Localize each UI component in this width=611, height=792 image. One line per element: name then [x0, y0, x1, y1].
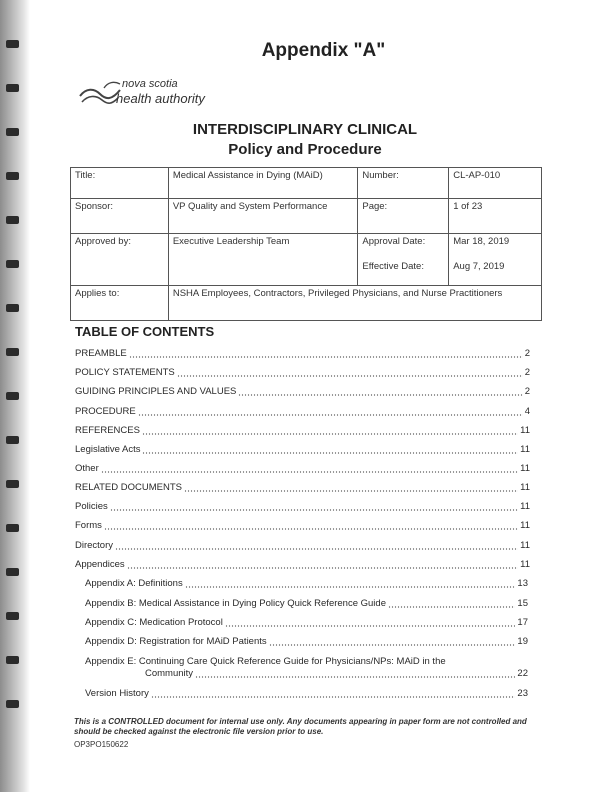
title-value: Medical Assistance in Dying (MAiD) [168, 168, 358, 199]
dot-leader [138, 414, 523, 416]
dot-leader [269, 644, 516, 646]
dot-leader [127, 567, 518, 569]
toc-entry-policies[interactable] [75, 501, 530, 513]
toc-entry-label: GUIDING PRINCIPLES AND VALUES [75, 386, 237, 397]
number-label: Number: [358, 168, 449, 199]
table-row [71, 199, 542, 234]
document-code: OP3PO150622 [74, 740, 129, 749]
approval-date-label: Approval Date: [358, 234, 449, 259]
toc-entry-appendix-d[interactable] [85, 636, 528, 648]
toc-entry-guiding-principles[interactable] [75, 386, 530, 398]
toc-entry-label-line1: Appendix E: Continuing Care Quick Reference Guide for Physicians/NPs: MAiD in the [85, 656, 446, 667]
toc-entry-related-documents[interactable] [75, 482, 530, 494]
binding-ring [6, 612, 19, 620]
binding-ring [6, 172, 19, 180]
toc-heading: TABLE OF CONTENTS [75, 324, 215, 339]
toc-entry-page: 11 [520, 463, 530, 474]
toc-entry-policy-statements[interactable] [75, 367, 530, 379]
toc-entry-page: 11 [520, 559, 530, 570]
toc-entry-page: 2 [524, 348, 530, 359]
dot-leader [115, 548, 518, 550]
toc-entry-page: 19 [517, 636, 528, 647]
toc-entry-procedure[interactable] [75, 406, 530, 418]
binding-ring [6, 392, 19, 400]
binding-ring [6, 304, 19, 312]
dot-leader [177, 375, 523, 377]
effective-date-label: Effective Date: [358, 259, 449, 286]
binding-ring [6, 128, 19, 136]
binding-ring [6, 348, 19, 356]
binding-ring [6, 480, 19, 488]
dot-leader [110, 509, 518, 511]
toc-entry-label: Version History [85, 688, 149, 699]
toc-entry-directory[interactable] [75, 540, 530, 552]
toc-entry-references[interactable] [75, 425, 530, 437]
toc-entry-label: Appendices [75, 559, 125, 570]
dot-leader [225, 625, 516, 627]
dot-leader [185, 586, 516, 588]
binding-ring [6, 700, 19, 708]
dot-leader [388, 606, 515, 608]
toc-entry-label: Community [145, 668, 194, 679]
binding-ring [6, 260, 19, 268]
toc-entry-page: 11 [520, 520, 530, 531]
number-value: CL-AP-010 [449, 168, 542, 199]
toc-entry-page: 2 [524, 367, 530, 378]
binding-ring [6, 656, 19, 664]
document-heading: INTERDISCIPLINARY CLINICAL [192, 121, 418, 138]
appendix-title: Appendix "A" [261, 40, 386, 61]
dot-leader [151, 696, 516, 698]
dot-leader [101, 471, 518, 473]
toc-entry-page: 15 [517, 598, 528, 609]
toc-entry-other[interactable] [75, 463, 530, 475]
toc-entry-page: 17 [517, 617, 528, 628]
toc-entry-page: 22 [517, 668, 528, 679]
policy-info-table [70, 167, 542, 321]
document-subheading: Policy and Procedure [228, 141, 382, 158]
toc-entry-label: POLICY STATEMENTS [75, 367, 175, 378]
logo-text-line1: nova scotia [122, 78, 178, 90]
toc-entry-appendix-a[interactable] [85, 578, 528, 590]
binding-ring [6, 216, 19, 224]
dot-leader [142, 433, 518, 435]
toc-entry-page: 11 [520, 482, 530, 493]
toc-entry-page: 11 [520, 540, 530, 551]
toc-entry-page: 23 [517, 688, 528, 699]
toc-entry-appendices[interactable] [75, 559, 530, 571]
table-row [71, 234, 542, 259]
sponsor-label: Sponsor: [71, 199, 169, 234]
binding-ring [6, 524, 19, 532]
toc-entry-label: RELATED DOCUMENTS [75, 482, 182, 493]
binding-ring [6, 436, 19, 444]
dot-leader [195, 676, 515, 678]
approved-by-value: Executive Leadership Team [168, 234, 358, 286]
toc-entry-label: Other [75, 463, 99, 474]
toc-entry-label: Directory [75, 540, 114, 551]
toc-entry-label: Appendix A: Definitions [85, 578, 183, 589]
approval-date-value: Mar 18, 2019 [449, 234, 542, 259]
title-label: Title: [71, 168, 169, 199]
spiral-binding [0, 0, 30, 792]
toc-entry-label: Appendix B: Medical Assistance in Dying Policy Quick Reference Guide [85, 598, 386, 609]
dot-leader [184, 490, 518, 492]
dot-leader [238, 394, 522, 396]
toc-entry-appendix-e[interactable] [85, 656, 528, 680]
effective-date-value: Aug 7, 2019 [449, 259, 542, 286]
toc-entry-page: 11 [520, 444, 530, 455]
toc-entry-label: Legislative Acts [75, 444, 141, 455]
toc-entry-appendix-c[interactable] [85, 617, 528, 629]
toc-entry-preamble[interactable] [75, 348, 530, 360]
toc-entry-label: Appendix D: Registration for MAiD Patients [85, 636, 267, 647]
logo-text-line2: health authority [116, 91, 205, 106]
applies-to-value: NSHA Employees, Contractors, Privileged Physicians, and Nurse Practitioners [168, 286, 541, 321]
toc-entry-label: Forms [75, 520, 102, 531]
page-value: 1 of 23 [449, 199, 542, 234]
sponsor-value: VP Quality and System Performance [168, 199, 358, 234]
applies-to-label: Applies to: [71, 286, 169, 321]
toc-entry-label: Policies [75, 501, 108, 512]
toc-entry-label: Appendix C: Medication Protocol [85, 617, 223, 628]
binding-ring [6, 84, 19, 92]
toc-entry-page: 11 [520, 501, 530, 512]
table-row [71, 168, 542, 199]
page-label: Page: [358, 199, 449, 234]
table-row [71, 286, 542, 321]
toc-entry-page: 2 [524, 386, 530, 397]
toc-entry-label: PREAMBLE [75, 348, 127, 359]
dot-leader [129, 356, 523, 358]
approved-by-label: Approved by: [71, 234, 169, 286]
toc-entry-forms[interactable] [75, 520, 530, 532]
binding-ring [6, 568, 19, 576]
toc-entry-legislative-acts[interactable] [75, 444, 530, 456]
nsha-logo [78, 74, 228, 110]
toc-entry-page: 11 [520, 425, 530, 436]
dot-leader [104, 528, 518, 530]
toc-entry-label: PROCEDURE [75, 406, 136, 417]
toc-entry-version-history[interactable] [85, 688, 528, 700]
controlled-document-notice: This is a CONTROLLED document for internal use only. Any documents appearing in paper form are not controlled and should be checked against the electronic file version prior to use. [74, 717, 527, 736]
toc-entry-page: 4 [524, 406, 530, 417]
dot-leader [142, 452, 518, 454]
toc-entry-appendix-b[interactable] [85, 598, 528, 610]
toc-entry-page: 13 [517, 578, 528, 589]
toc-entry-label: REFERENCES [75, 425, 140, 436]
toc-entry-continuation [85, 668, 528, 680]
